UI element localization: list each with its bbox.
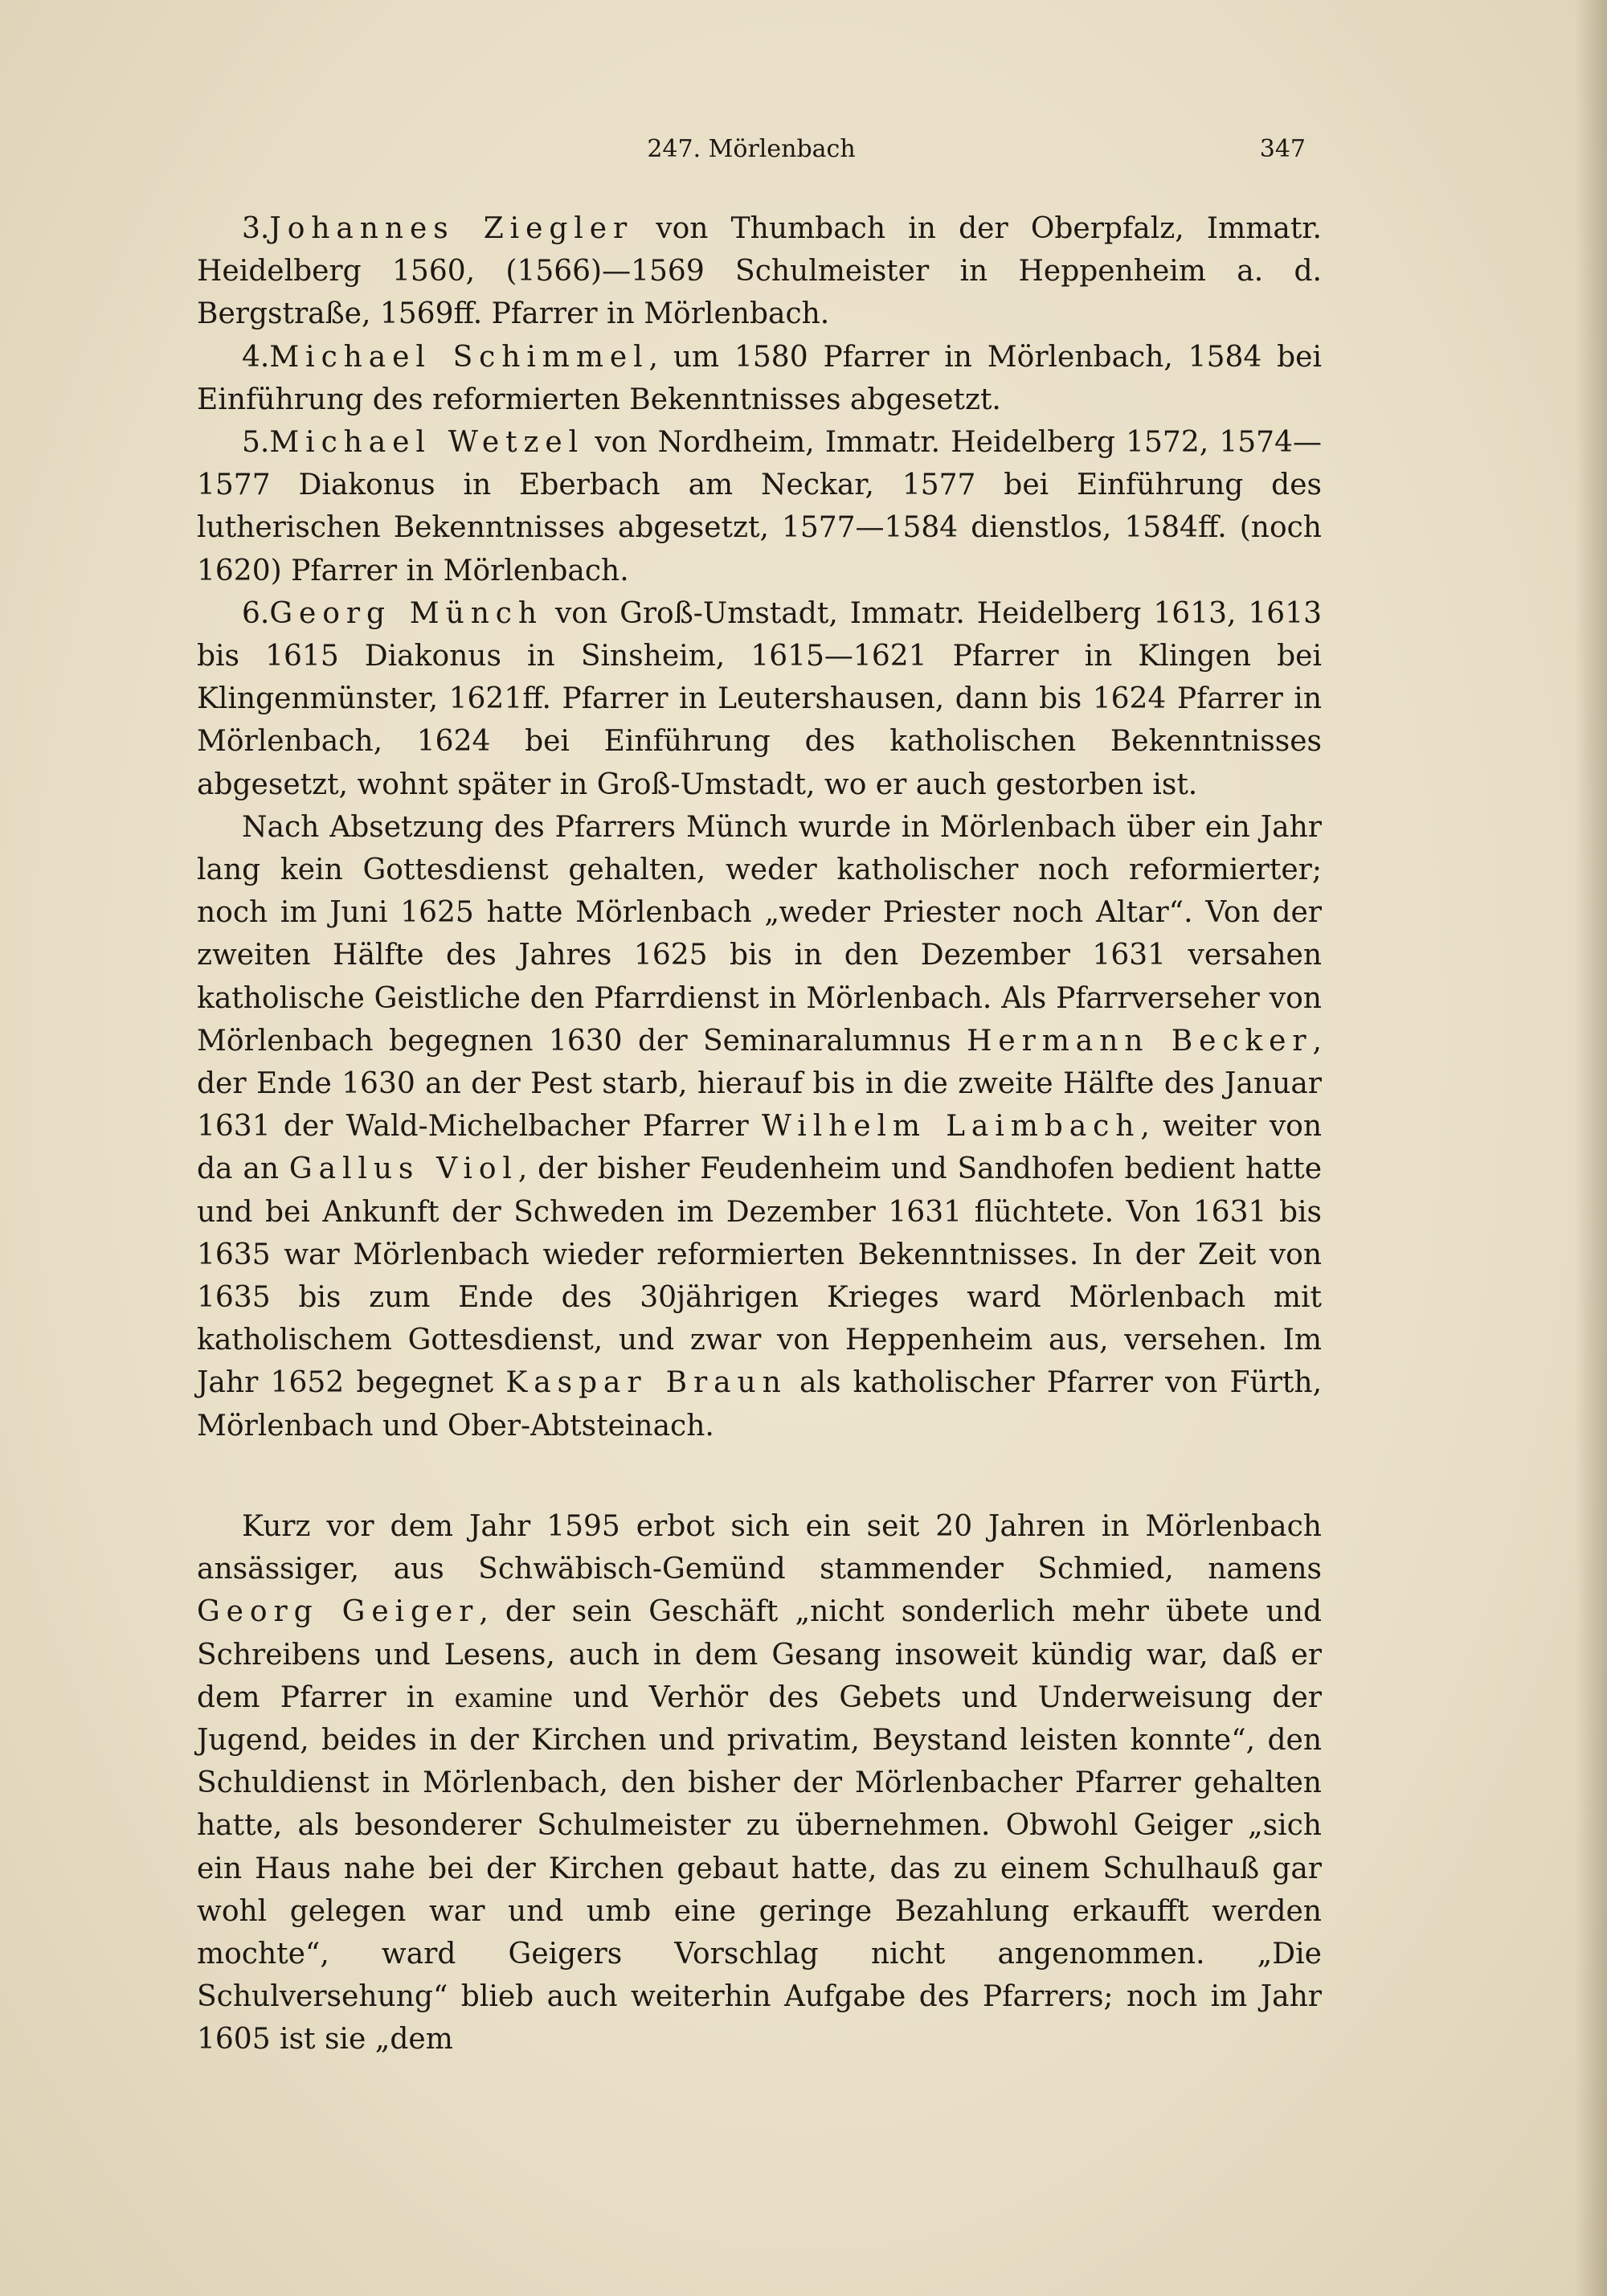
page-edge-shadow bbox=[1575, 0, 1607, 2296]
page-number: 347 bbox=[1259, 135, 1306, 163]
entry-text: von Groß-Umstadt, Immatr. Heidelberg 1613, 1613 bis 1615 Diakonus in Sinsheim, 1615—1621 Pfarrer in Klingen bei Klingenmünster, 1621ff. Pfarrer in Leutershausen, dann bis 1624 Pfarrer in Mörlenbach, 1624 bei Einführung des katholischen Bekenntnisses abgesetzt, wohnt später in Groß-Umstadt, wo er auch gestorben ist. bbox=[197, 596, 1322, 801]
person-name: Hermann Becker bbox=[967, 1024, 1313, 1058]
pastor-entry-6 bbox=[197, 592, 1322, 806]
text-run: und Verhör des Gebets und Underweisung der Jugend, beides in der Kirchen und privatim, Beystand leisten konnte“, den Schuldienst in Mörlenbach, den bisher der Mörlenbacher Pfarrer gehalten hatte, als besonderer Schulmeister zu übernehmen. Obwohl Geiger „sich ein Haus nahe bei der Kirchen gebaut hatte, das zu einem Schulhauß gar wohl gelegen war und umb eine geringe Bezahlung erkaufft werden mochte“, ward Geigers Vorschlag nicht angenommen. „Die Schulversehung“ blieb auch weiterhin Aufgabe des Pfarrers; noch im Jahr 1605 ist sie „dem bbox=[197, 1680, 1322, 2057]
text-run: , der Ende 1630 an der Pest starb, hierauf bis in die zweite Hälfte des Januar 1631 der Wald-Michelbacher Pfarrer bbox=[197, 1024, 1322, 1144]
person-name: Gallus Viol bbox=[288, 1152, 518, 1186]
body-text bbox=[197, 207, 1322, 2061]
entry-text: , um 1580 Pfarrer in Mörlenbach, 1584 bei Einführung des reformierten Bekenntnisses abgesetzt. bbox=[197, 340, 1322, 416]
pastor-entry-4 bbox=[197, 336, 1322, 421]
entry-number: 3. bbox=[242, 212, 270, 245]
pastor-entry-5 bbox=[197, 421, 1322, 592]
entry-number: 5. bbox=[242, 426, 270, 460]
latin-term: examine bbox=[454, 1680, 553, 1713]
person-name: Wilhelm Laimbach bbox=[761, 1110, 1141, 1144]
entry-number: 4. bbox=[242, 340, 270, 374]
person-name: Michael Wetzel bbox=[269, 426, 585, 460]
pastor-entry-3 bbox=[197, 207, 1322, 336]
section-gap bbox=[197, 1447, 1322, 1505]
entry-text: von Thumbach in der Oberpfalz, Immatr. Heidelberg 1560, (1566)—1569 Schulmeister in Heppenheim a. d. Bergstraße, 1569ff. Pfarrer in Mörlenbach. bbox=[197, 212, 1322, 331]
paragraph-school bbox=[197, 1505, 1322, 2061]
text-run: , der sein Geschäft „nicht sonderlich mehr übete und Schreibens und Lesens, auch in dem Gesang insoweit kündig war, daß er dem Pfarrer in bbox=[197, 1595, 1323, 1714]
paragraph-history bbox=[197, 806, 1322, 1447]
running-head bbox=[197, 135, 1306, 170]
entry-number: 6. bbox=[242, 596, 270, 630]
text-run: , der bisher Feudenheim und Sandhofen bedient hatte und bei Ankunft der Schweden im Dezember 1631 flüchtete. Von 1631 bis 1635 war Mörlenbach wieder reformierten Bekenntnisses. In der Zeit von 1635 bis zum Ende des 30jährigen Krieges ward Mörlenbach mit katholischem Gottesdienst, und zwar von Heppenheim aus, versehen. Im Jahr 1652 begegnet bbox=[197, 1152, 1323, 1400]
text-run: Nach Absetzung des Pfarrers Münch wurde in Mörlenbach über ein Jahr lang kein Gottesdienst gehalten, weder katholischer noch reformierter; noch im Juni 1625 hatte Mörlenbach „weder Priester noch Altar“. Von der zweiten Hälfte des Jahres 1625 bis in den Dezember 1631 versahen katholische Geistliche den Pfarrdienst in Mörlenbach. Als Pfarrverseher von Mörlenbach begegnen 1630 der Seminaralumnus bbox=[197, 810, 1322, 1058]
person-name: Johannes Ziegler bbox=[269, 212, 634, 245]
text-run: , weiter von da an bbox=[197, 1110, 1323, 1186]
person-name: Georg Geiger bbox=[197, 1595, 480, 1629]
text-run: Kurz vor dem Jahr 1595 erbot sich ein seit 20 Jahren in Mörlenbach ansässiger, aus Schwäbisch-Gemünd stammender Schmied, namens bbox=[197, 1509, 1322, 1586]
person-name: Kaspar Braun bbox=[505, 1366, 787, 1400]
section-title: 247. Mörlenbach bbox=[647, 135, 856, 163]
entry-text: von Nordheim, Immatr. Heidelberg 1572, 1574—1577 Diakonus in Eberbach am Neckar, 1577 bei Einführung des lutherischen Bekenntnisses abgesetzt, 1577—1584 dienstlos, 1584ff. (noch 1620) Pfarrer in Mörlenbach. bbox=[197, 426, 1322, 587]
text-run: als katholischer Pfarrer von Fürth, Mörlenbach und Ober-Abtsteinach. bbox=[197, 1366, 1323, 1443]
person-name: Michael Schimmel bbox=[269, 340, 649, 374]
person-name: Georg Münch bbox=[269, 596, 543, 630]
